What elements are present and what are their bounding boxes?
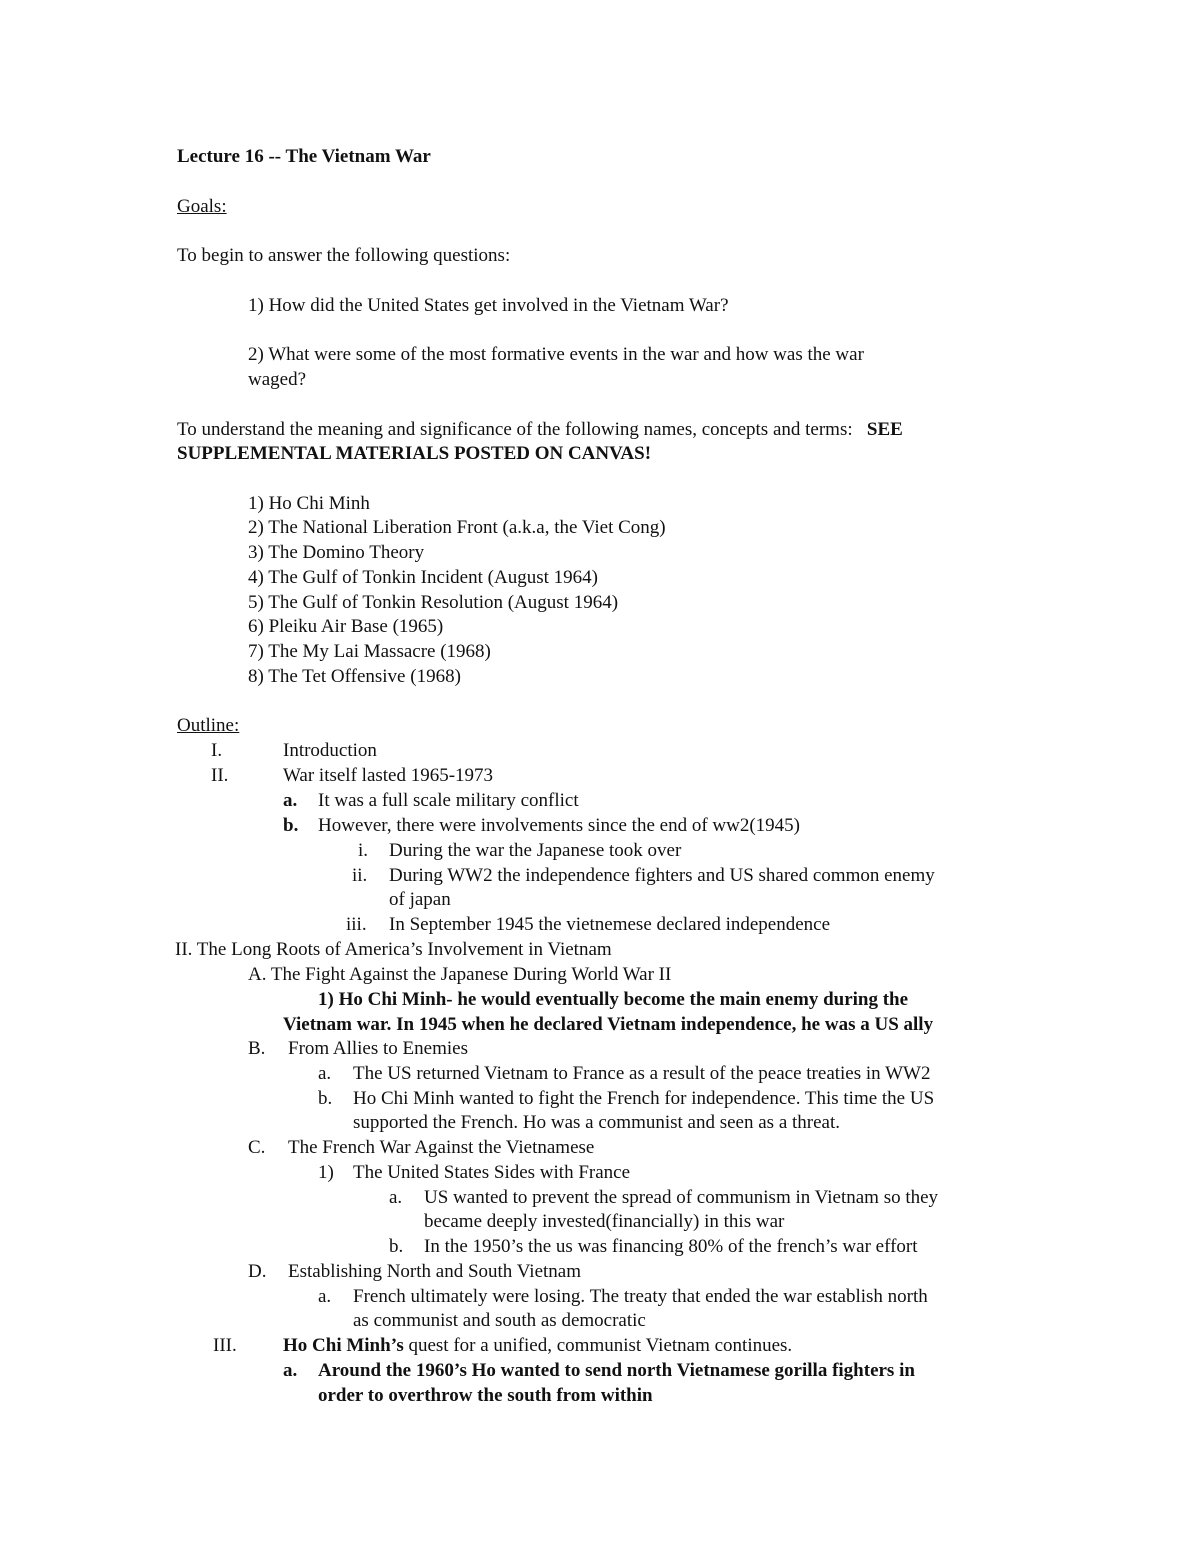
outline-item-continued: of japan [389,889,451,910]
outline-item: In September 1945 the vietnemese declared independence [389,914,831,935]
outline-item: In the 1950’s the us was financing 80% of the french’s war effort [424,1236,918,1257]
outline-item: French ultimately were losing. The treaty that ended the war establish north [353,1286,928,1307]
see-note: SEE [866,419,903,440]
question-2: 2) What were some of the most formative events in the war and how was the war [248,344,864,365]
term-item: 2) The National Liberation Front (a.k.a, the Viet Cong) [248,517,666,538]
outline-item-text: quest for a unified, communist Vietnam continues. [403,1335,793,1356]
term-item: 6) Pleiku Air Base (1965) [248,616,444,637]
outline-item-bold-continued: Vietnam war. In 1945 when he declared Vietnam independence, he was a US ally [283,1014,934,1035]
section-heading: II. The Long Roots of America’s Involvement in Vietnam [175,939,612,960]
outline-letter: a. [283,790,298,811]
outline-item: However, there were involvements since the end of ww2(1945) [318,815,800,836]
subsection-heading: A. The Fight Against the Japanese During World War II [248,964,672,985]
term-item: 5) The Gulf of Tonkin Resolution (August 1964) [248,592,619,613]
outline-item [283,1336,792,1355]
outline-roman: ii. [352,865,368,886]
understand-text [177,420,903,439]
outline-item: US wanted to prevent the spread of communism in Vietnam so they [424,1187,939,1208]
goals-intro: To begin to answer the following questions: [177,245,511,266]
outline-letter: a. [318,1286,332,1307]
outline-letter: a. [318,1063,332,1084]
subsection-heading: Establishing North and South Vietnam [288,1261,581,1282]
outline-item-bold: 1) Ho Chi Minh- he would eventually become the main enemy during the [318,989,909,1010]
outline-number: III. [213,1335,237,1356]
outline-letter: C. [248,1137,266,1158]
term-item: 8) The Tet Offensive (1968) [248,666,461,687]
question-1: 1) How did the United States get involved in the Vietnam War? [248,295,729,316]
outline-item-continued: became deeply invested(financially) in this war [424,1211,785,1232]
outline-item-continued: as communist and south as democratic [353,1310,646,1331]
outline-item-bold-name: Ho Chi Minh’s [283,1335,404,1356]
outline-letter: a. [283,1360,298,1381]
outline-roman: iii. [346,914,367,935]
outline-item: The US returned Vietnam to France as a result of the peace treaties in WW2 [353,1063,931,1084]
subsection-heading: The French War Against the Vietnamese [288,1137,595,1158]
outline-item-continued: supported the French. Ho was a communist and seen as a threat. [353,1112,841,1133]
outline-item: During the war the Japanese took over [389,840,682,861]
outline-letter: b. [283,815,299,836]
term-item: 1) Ho Chi Minh [248,493,370,514]
question-2-continued: waged? [248,369,307,390]
outline-item: War itself lasted 1965-1973 [283,765,494,786]
understand-sentence: To understand the meaning and significance of the following names, concepts and terms: [177,419,853,440]
outline-letter: D. [248,1261,267,1282]
goals-heading: Goals: [177,196,227,217]
outline-letter: b. [389,1236,404,1257]
subsection-heading: From Allies to Enemies [288,1038,468,1059]
outline-letter: b. [318,1088,333,1109]
outline-item: Introduction [283,740,377,761]
outline-letter: a. [389,1187,403,1208]
outline-item: During WW2 the independence fighters and US shared common enemy [389,865,935,886]
outline-roman: i. [358,840,369,861]
supplemental-note: SUPPLEMENTAL MATERIALS POSTED ON CANVAS! [177,443,652,464]
outline-number: I. [211,740,223,761]
outline-letter: B. [248,1038,266,1059]
outline-item: It was a full scale military conflict [318,790,579,811]
outline-item-bold: Around the 1960’s Ho wanted to send north Vietnamese gorilla fighters in [318,1360,915,1381]
term-item: 3) The Domino Theory [248,542,425,563]
term-item: 4) The Gulf of Tonkin Incident (August 1964) [248,567,598,588]
term-item: 7) The My Lai Massacre (1968) [248,641,491,662]
outline-number: II. [211,765,229,786]
page-title: Lecture 16 -- The Vietnam War [177,146,431,167]
outline-item-bold-continued: order to overthrow the south from within [318,1385,653,1406]
outline-item: The United States Sides with France [353,1162,631,1183]
outline-heading: Outline: [177,715,240,736]
outline-number: 1) [318,1162,334,1183]
outline-item: Ho Chi Minh wanted to fight the French for independence. This time the US [353,1088,935,1109]
